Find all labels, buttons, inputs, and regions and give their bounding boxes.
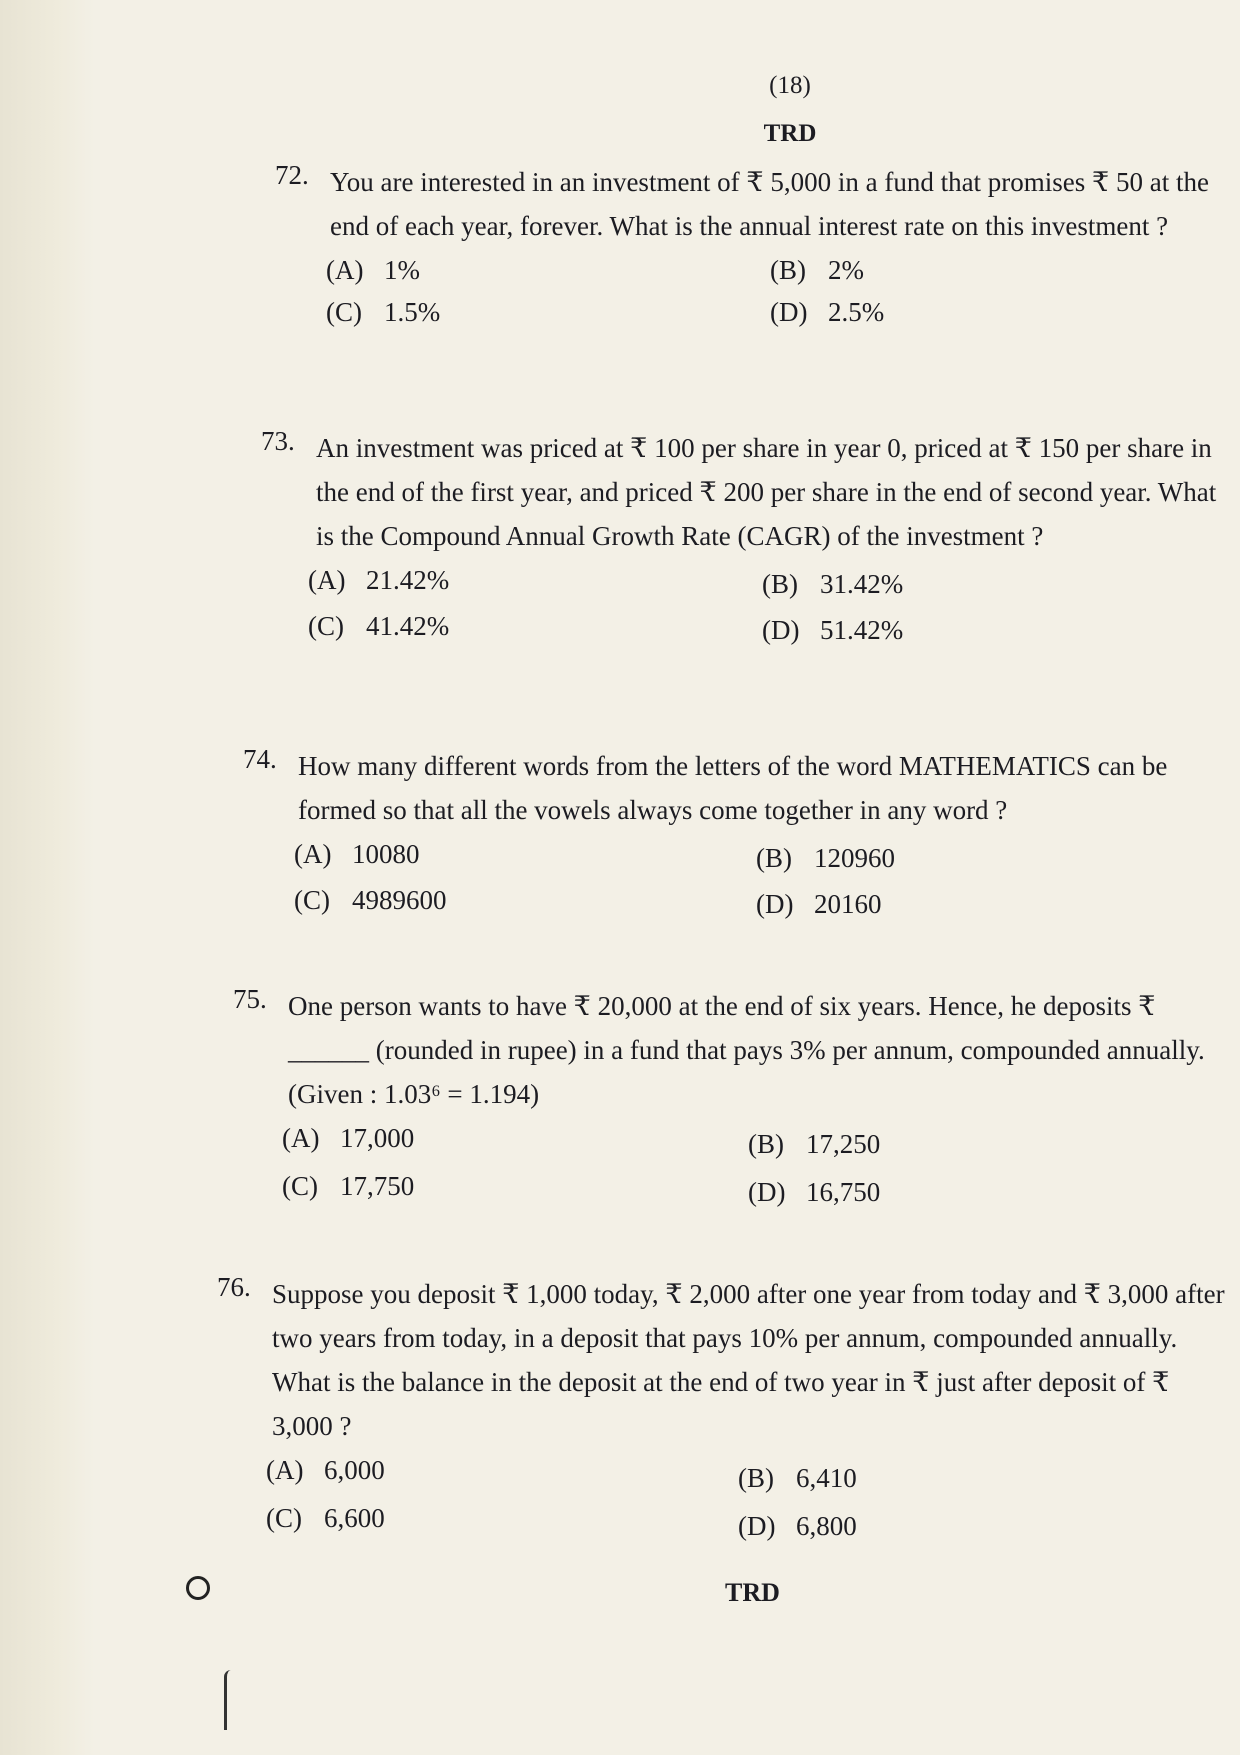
question-number: 74. — [243, 744, 277, 774]
option-c[interactable] — [266, 1498, 385, 1538]
option-letter: (C) — [308, 611, 344, 641]
option-d[interactable] — [756, 884, 882, 924]
option-value: 1.5% — [384, 297, 441, 327]
option-value: 4989600 — [352, 885, 447, 915]
option-value: 6,000 — [324, 1455, 385, 1485]
option-value: 1% — [384, 255, 420, 285]
page-number: (18) — [769, 72, 811, 99]
option-c[interactable] — [326, 292, 440, 332]
question-text: One person wants to have ₹ 20,000 at the end of six years. Hence, he deposits ₹ ______ (rounded in rupee) in a fund that pays 3% per annum, compounded annually. (Given : 1.03⁶ = 1.194) — [288, 991, 1205, 1109]
option-letter: (C) — [266, 1503, 302, 1533]
options — [294, 834, 1230, 919]
option-b[interactable] — [762, 564, 903, 604]
option-b[interactable] — [738, 1458, 857, 1498]
option-letter: (D) — [770, 297, 808, 327]
option-letter: (A) — [294, 839, 332, 869]
options — [282, 1118, 1230, 1207]
question-number: 75. — [233, 984, 267, 1014]
option-value: 120960 — [814, 843, 895, 873]
option-letter: (B) — [748, 1129, 784, 1159]
punch-hole — [186, 1576, 210, 1600]
option-letter: (B) — [770, 255, 806, 285]
header-code: TRD — [763, 120, 817, 147]
question-text: An investment was priced at ₹ 100 per share in year 0, priced at ₹ 150 per share in the end of the first year, and priced ₹ 200 per share in the end of second year. What is the Compound Annual Growth Rate (CAGR) of the investment ? — [316, 433, 1217, 551]
option-value: 41.42% — [366, 611, 450, 641]
option-letter: (B) — [738, 1463, 774, 1493]
options — [308, 560, 1230, 645]
option-b[interactable] — [770, 250, 864, 290]
option-letter: (D) — [748, 1177, 786, 1207]
option-value: 6,800 — [796, 1511, 857, 1541]
question-73 — [261, 426, 1230, 645]
question-75 — [233, 984, 1230, 1207]
question-76 — [217, 1272, 1230, 1541]
option-d[interactable] — [770, 292, 884, 332]
question-text: You are interested in an investment of ₹ 5,000 in a fund that promises ₹ 50 at the end of each year, forever. What is the annual interest rate on this investment ? — [330, 167, 1209, 241]
question-number: 73. — [261, 426, 295, 456]
option-b[interactable] — [756, 838, 895, 878]
option-value: 10080 — [352, 839, 420, 869]
option-value: 51.42% — [820, 615, 904, 645]
option-value: 2.5% — [828, 297, 885, 327]
options — [326, 250, 1230, 334]
question-number: 72. — [275, 160, 309, 190]
option-letter: (A) — [326, 255, 364, 285]
option-letter: (C) — [326, 297, 362, 327]
question-74 — [243, 744, 1230, 919]
question-text: How many different words from the letters of the word MATHEMATICS can be formed so that all the vowels always come together in any word ? — [298, 751, 1168, 825]
option-letter: (A) — [308, 565, 346, 595]
option-value: 17,750 — [340, 1171, 415, 1201]
pen-mark — [224, 1670, 231, 1730]
question-text: Suppose you deposit ₹ 1,000 today, ₹ 2,000 after one year from today and ₹ 3,000 after two years from today, in a deposit that pays 10% per annum, compounded annually. What is the balance in the deposit at the end of two year in ₹ just after deposit of ₹ 3,000 ? — [272, 1279, 1225, 1441]
option-a[interactable] — [294, 834, 420, 874]
question-number: 76. — [217, 1272, 251, 1302]
page-edge — [0, 0, 95, 1755]
option-value: 20160 — [814, 889, 882, 919]
question-72 — [275, 160, 1230, 334]
option-a[interactable] — [282, 1118, 414, 1158]
option-letter: (D) — [762, 615, 800, 645]
option-letter: (D) — [756, 889, 794, 919]
option-value: 17,000 — [340, 1123, 415, 1153]
option-value: 6,410 — [796, 1463, 857, 1493]
option-letter: (A) — [282, 1123, 320, 1153]
option-letter: (D) — [738, 1511, 776, 1541]
option-letter: (A) — [266, 1455, 304, 1485]
option-a[interactable] — [308, 560, 449, 600]
footer-code: TRD — [725, 1578, 780, 1607]
option-value: 31.42% — [820, 569, 904, 599]
options — [266, 1450, 1230, 1541]
option-value: 21.42% — [366, 565, 450, 595]
option-letter: (C) — [282, 1171, 318, 1201]
option-a[interactable] — [326, 250, 420, 290]
option-value: 2% — [828, 255, 864, 285]
option-d[interactable] — [748, 1172, 880, 1212]
option-c[interactable] — [282, 1166, 414, 1206]
option-b[interactable] — [748, 1124, 880, 1164]
option-d[interactable] — [738, 1506, 857, 1546]
option-a[interactable] — [266, 1450, 385, 1490]
option-letter: (B) — [756, 843, 792, 873]
option-letter: (C) — [294, 885, 330, 915]
option-value: 17,250 — [806, 1129, 881, 1159]
option-letter: (B) — [762, 569, 798, 599]
option-c[interactable] — [308, 606, 449, 646]
option-c[interactable] — [294, 880, 447, 920]
option-d[interactable] — [762, 610, 903, 650]
option-value: 6,600 — [324, 1503, 385, 1533]
option-value: 16,750 — [806, 1177, 881, 1207]
